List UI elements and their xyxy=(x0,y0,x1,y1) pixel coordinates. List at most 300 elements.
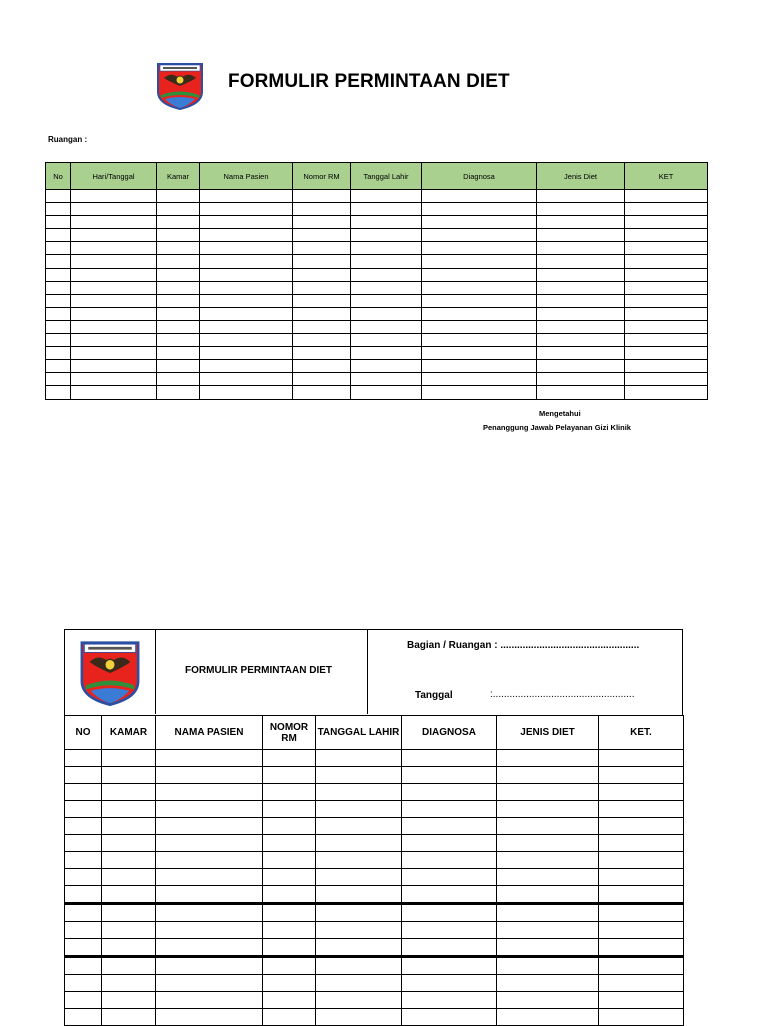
table-cell[interactable] xyxy=(351,216,422,229)
table-cell[interactable] xyxy=(263,750,316,767)
table-cell[interactable] xyxy=(497,767,599,784)
table-cell[interactable] xyxy=(102,835,156,852)
table-cell[interactable] xyxy=(625,334,708,347)
table-cell[interactable] xyxy=(422,190,537,203)
table-row xyxy=(46,190,708,203)
table-cell[interactable] xyxy=(102,957,156,975)
table-cell[interactable] xyxy=(71,203,157,216)
table-cell[interactable] xyxy=(497,1009,599,1026)
table-cell[interactable] xyxy=(316,801,402,818)
table-cell[interactable] xyxy=(46,360,71,373)
table-cell[interactable] xyxy=(200,386,293,399)
table-cell[interactable] xyxy=(65,750,102,767)
table-cell[interactable] xyxy=(46,229,71,242)
table-cell[interactable] xyxy=(200,347,293,360)
table-cell[interactable] xyxy=(293,320,351,333)
table-cell[interactable] xyxy=(65,1009,102,1026)
table-cell[interactable] xyxy=(497,750,599,767)
table-cell[interactable] xyxy=(497,784,599,801)
table-cell[interactable] xyxy=(156,939,263,957)
table-cell[interactable] xyxy=(625,307,708,320)
table-cell[interactable] xyxy=(200,307,293,320)
table-cell[interactable] xyxy=(65,869,102,886)
table-cell[interactable] xyxy=(157,229,200,242)
table-cell[interactable] xyxy=(156,818,263,835)
table-cell[interactable] xyxy=(422,255,537,268)
table-cell[interactable] xyxy=(263,835,316,852)
table-cell[interactable] xyxy=(200,242,293,255)
table-cell[interactable] xyxy=(293,242,351,255)
table-cell[interactable] xyxy=(200,360,293,373)
table-cell[interactable] xyxy=(65,767,102,784)
table-cell[interactable] xyxy=(157,281,200,294)
table-cell[interactable] xyxy=(263,904,316,922)
table-cell[interactable] xyxy=(200,255,293,268)
table-cell[interactable] xyxy=(46,268,71,281)
table-cell[interactable] xyxy=(316,886,402,904)
form2-header-row xyxy=(65,716,684,750)
table-cell[interactable] xyxy=(351,386,422,399)
table-cell[interactable] xyxy=(263,784,316,801)
table-cell[interactable] xyxy=(293,268,351,281)
table-cell[interactable] xyxy=(263,852,316,869)
table-cell[interactable] xyxy=(157,255,200,268)
table-cell[interactable] xyxy=(497,904,599,922)
table-cell[interactable] xyxy=(156,886,263,904)
table-row xyxy=(65,1009,684,1026)
table-cell[interactable] xyxy=(71,320,157,333)
col-header: Jenis Diet xyxy=(537,163,625,190)
table-cell[interactable] xyxy=(316,992,402,1009)
table-cell[interactable] xyxy=(293,373,351,386)
table-cell[interactable] xyxy=(46,334,71,347)
table-cell[interactable] xyxy=(625,268,708,281)
table-cell[interactable] xyxy=(71,373,157,386)
col-header: KET. xyxy=(599,716,684,750)
table-cell[interactable] xyxy=(316,1009,402,1026)
table-cell[interactable] xyxy=(156,869,263,886)
table-cell[interactable] xyxy=(102,922,156,939)
table-cell[interactable] xyxy=(102,975,156,992)
table-cell[interactable] xyxy=(422,294,537,307)
table-cell[interactable] xyxy=(316,922,402,939)
table-cell[interactable] xyxy=(537,190,625,203)
table-cell[interactable] xyxy=(316,818,402,835)
table-cell[interactable] xyxy=(497,992,599,1009)
table-cell[interactable] xyxy=(157,190,200,203)
table-cell[interactable] xyxy=(263,886,316,904)
table-cell[interactable] xyxy=(156,852,263,869)
table-cell[interactable] xyxy=(316,957,402,975)
table-cell[interactable] xyxy=(156,922,263,939)
table-cell[interactable] xyxy=(200,190,293,203)
table-cell[interactable] xyxy=(316,904,402,922)
table-cell[interactable] xyxy=(422,334,537,347)
table-row xyxy=(65,767,684,784)
table-cell[interactable] xyxy=(157,334,200,347)
table-cell[interactable] xyxy=(156,767,263,784)
table-cell[interactable] xyxy=(157,242,200,255)
table-cell[interactable] xyxy=(71,255,157,268)
table-cell[interactable] xyxy=(625,360,708,373)
table-cell[interactable] xyxy=(316,975,402,992)
table-cell[interactable] xyxy=(46,216,71,229)
table-cell[interactable] xyxy=(263,957,316,975)
table-cell[interactable] xyxy=(625,294,708,307)
table-cell[interactable] xyxy=(316,852,402,869)
table-cell[interactable] xyxy=(65,852,102,869)
table-cell[interactable] xyxy=(537,294,625,307)
table-cell[interactable] xyxy=(200,268,293,281)
table-cell[interactable] xyxy=(65,886,102,904)
table-cell[interactable] xyxy=(402,835,497,852)
table-cell[interactable] xyxy=(537,320,625,333)
table-cell[interactable] xyxy=(293,229,351,242)
table-cell[interactable] xyxy=(351,320,422,333)
table-cell[interactable] xyxy=(71,334,157,347)
table-cell[interactable] xyxy=(263,939,316,957)
table-cell[interactable] xyxy=(102,904,156,922)
table-cell[interactable] xyxy=(156,750,263,767)
table-cell[interactable] xyxy=(263,975,316,992)
table-cell[interactable] xyxy=(316,869,402,886)
table-cell[interactable] xyxy=(402,957,497,975)
table-cell[interactable] xyxy=(293,294,351,307)
table-cell[interactable] xyxy=(497,939,599,957)
table-cell[interactable] xyxy=(46,373,71,386)
table-cell[interactable] xyxy=(102,939,156,957)
table-cell[interactable] xyxy=(46,255,71,268)
table-cell[interactable] xyxy=(102,992,156,1009)
table-cell[interactable] xyxy=(537,268,625,281)
col-header: Hari/Tanggal xyxy=(71,163,157,190)
table-cell[interactable] xyxy=(402,852,497,869)
table-cell[interactable] xyxy=(625,373,708,386)
table-cell[interactable] xyxy=(200,229,293,242)
table-row xyxy=(46,373,708,386)
table-cell[interactable] xyxy=(46,307,71,320)
table-cell[interactable] xyxy=(402,869,497,886)
table-cell[interactable] xyxy=(422,320,537,333)
table-cell[interactable] xyxy=(625,347,708,360)
table-cell[interactable] xyxy=(537,242,625,255)
table-cell[interactable] xyxy=(65,939,102,957)
table-cell[interactable] xyxy=(402,1009,497,1026)
table-cell[interactable] xyxy=(157,360,200,373)
table-cell[interactable] xyxy=(351,373,422,386)
table-cell[interactable] xyxy=(422,229,537,242)
table-cell[interactable] xyxy=(200,281,293,294)
table-cell[interactable] xyxy=(625,320,708,333)
table-row xyxy=(65,886,684,904)
col-header: JENIS DIET xyxy=(497,716,599,750)
table-cell[interactable] xyxy=(293,347,351,360)
table-cell[interactable] xyxy=(46,320,71,333)
table-cell[interactable] xyxy=(599,975,684,992)
table-cell[interactable] xyxy=(599,784,684,801)
table-cell[interactable] xyxy=(46,190,71,203)
table-cell[interactable] xyxy=(402,767,497,784)
table-row xyxy=(46,255,708,268)
table-cell[interactable] xyxy=(599,922,684,939)
table-cell[interactable] xyxy=(71,242,157,255)
table-cell[interactable] xyxy=(599,869,684,886)
table-cell[interactable] xyxy=(625,242,708,255)
form2-table xyxy=(64,715,684,1026)
table-cell[interactable] xyxy=(263,767,316,784)
table-cell[interactable] xyxy=(497,818,599,835)
table-cell[interactable] xyxy=(156,784,263,801)
table-cell[interactable] xyxy=(71,281,157,294)
table-cell[interactable] xyxy=(263,818,316,835)
table-cell[interactable] xyxy=(200,373,293,386)
table-cell[interactable] xyxy=(156,957,263,975)
table-cell[interactable] xyxy=(316,939,402,957)
table-cell[interactable] xyxy=(102,886,156,904)
table-cell[interactable] xyxy=(65,992,102,1009)
table-cell[interactable] xyxy=(537,347,625,360)
table-cell[interactable] xyxy=(402,818,497,835)
table-cell[interactable] xyxy=(157,320,200,333)
table-cell[interactable] xyxy=(497,852,599,869)
table-cell[interactable] xyxy=(402,886,497,904)
table-cell[interactable] xyxy=(102,1009,156,1026)
table-cell[interactable] xyxy=(102,801,156,818)
table-cell[interactable] xyxy=(625,255,708,268)
table-cell[interactable] xyxy=(422,307,537,320)
table-cell[interactable] xyxy=(102,750,156,767)
table-cell[interactable] xyxy=(599,904,684,922)
table-cell[interactable] xyxy=(351,360,422,373)
table-cell[interactable] xyxy=(351,281,422,294)
table-cell[interactable] xyxy=(263,869,316,886)
table-cell[interactable] xyxy=(537,281,625,294)
table-cell[interactable] xyxy=(65,784,102,801)
table-cell[interactable] xyxy=(293,255,351,268)
table-cell[interactable] xyxy=(263,922,316,939)
table-cell[interactable] xyxy=(599,801,684,818)
col-header: NO xyxy=(65,716,102,750)
table-cell[interactable] xyxy=(65,975,102,992)
table-cell[interactable] xyxy=(599,852,684,869)
table-cell[interactable] xyxy=(351,255,422,268)
table-cell[interactable] xyxy=(71,307,157,320)
table-cell[interactable] xyxy=(402,904,497,922)
table-row xyxy=(46,229,708,242)
table-cell[interactable] xyxy=(537,307,625,320)
table-cell[interactable] xyxy=(157,294,200,307)
table-cell[interactable] xyxy=(102,869,156,886)
table-cell[interactable] xyxy=(71,294,157,307)
table-cell[interactable] xyxy=(65,818,102,835)
table-cell[interactable] xyxy=(102,784,156,801)
table-row xyxy=(46,268,708,281)
table-cell[interactable] xyxy=(497,975,599,992)
table-cell[interactable] xyxy=(422,347,537,360)
table-cell[interactable] xyxy=(316,835,402,852)
table-cell[interactable] xyxy=(293,281,351,294)
table-cell[interactable] xyxy=(402,801,497,818)
table-row xyxy=(46,360,708,373)
table-cell[interactable] xyxy=(599,992,684,1009)
table-cell[interactable] xyxy=(293,216,351,229)
table-cell[interactable] xyxy=(157,268,200,281)
table-cell[interactable] xyxy=(402,975,497,992)
table-cell[interactable] xyxy=(537,216,625,229)
table-cell[interactable] xyxy=(351,268,422,281)
table-cell[interactable] xyxy=(497,922,599,939)
signature-line2: Penanggung Jawab Pelayanan Gizi Klinik xyxy=(483,423,631,432)
table-cell[interactable] xyxy=(157,373,200,386)
table-cell[interactable] xyxy=(537,334,625,347)
divider xyxy=(155,629,156,714)
table-cell[interactable] xyxy=(402,992,497,1009)
table-cell[interactable] xyxy=(200,203,293,216)
table-cell[interactable] xyxy=(422,386,537,399)
table-cell[interactable] xyxy=(599,939,684,957)
table-cell[interactable] xyxy=(625,216,708,229)
table-cell[interactable] xyxy=(599,767,684,784)
table-cell[interactable] xyxy=(537,203,625,216)
table-cell[interactable] xyxy=(351,347,422,360)
table-cell[interactable] xyxy=(293,360,351,373)
table-cell[interactable] xyxy=(46,347,71,360)
table-cell[interactable] xyxy=(102,767,156,784)
table-cell[interactable] xyxy=(156,835,263,852)
table-cell[interactable] xyxy=(293,190,351,203)
table-cell[interactable] xyxy=(46,203,71,216)
table-cell[interactable] xyxy=(156,801,263,818)
table-cell[interactable] xyxy=(293,386,351,399)
table-cell[interactable] xyxy=(497,835,599,852)
table-row xyxy=(65,784,684,801)
table-cell[interactable] xyxy=(625,203,708,216)
table-row xyxy=(65,939,684,957)
table-cell[interactable] xyxy=(402,922,497,939)
table-cell[interactable] xyxy=(156,975,263,992)
table-cell[interactable] xyxy=(71,229,157,242)
table-cell[interactable] xyxy=(351,334,422,347)
table-cell[interactable] xyxy=(625,190,708,203)
table-cell[interactable] xyxy=(65,904,102,922)
table-cell[interactable] xyxy=(422,281,537,294)
table-cell[interactable] xyxy=(200,320,293,333)
table-cell[interactable] xyxy=(402,784,497,801)
table-cell[interactable] xyxy=(351,294,422,307)
table-cell[interactable] xyxy=(65,922,102,939)
table-cell[interactable] xyxy=(316,750,402,767)
table-cell[interactable] xyxy=(157,216,200,229)
table-cell[interactable] xyxy=(71,347,157,360)
table-cell[interactable] xyxy=(293,203,351,216)
table-cell[interactable] xyxy=(537,373,625,386)
table-cell[interactable] xyxy=(316,784,402,801)
table-cell[interactable] xyxy=(102,818,156,835)
table-cell[interactable] xyxy=(71,190,157,203)
table-cell[interactable] xyxy=(156,992,263,1009)
table-cell[interactable] xyxy=(316,767,402,784)
table-cell[interactable] xyxy=(293,307,351,320)
table-cell[interactable] xyxy=(156,904,263,922)
table-cell[interactable] xyxy=(65,801,102,818)
table-cell[interactable] xyxy=(65,835,102,852)
table-cell[interactable] xyxy=(599,957,684,975)
table-cell[interactable] xyxy=(402,750,497,767)
col-header: TANGGAL LAHIR xyxy=(316,716,402,750)
table-cell[interactable] xyxy=(599,835,684,852)
table-cell[interactable] xyxy=(422,268,537,281)
col-header: NAMA PASIEN xyxy=(156,716,263,750)
table-cell[interactable] xyxy=(599,1009,684,1026)
table-cell[interactable] xyxy=(599,886,684,904)
table-cell[interactable] xyxy=(422,360,537,373)
table-cell[interactable] xyxy=(625,386,708,399)
table-cell[interactable] xyxy=(497,869,599,886)
table-cell[interactable] xyxy=(293,334,351,347)
table-cell[interactable] xyxy=(263,1009,316,1026)
table-cell[interactable] xyxy=(71,360,157,373)
table-cell[interactable] xyxy=(65,957,102,975)
table-cell[interactable] xyxy=(351,242,422,255)
table-cell[interactable] xyxy=(351,229,422,242)
table-cell[interactable] xyxy=(351,203,422,216)
table-cell[interactable] xyxy=(599,750,684,767)
table-cell[interactable] xyxy=(402,939,497,957)
table-cell[interactable] xyxy=(157,347,200,360)
table-cell[interactable] xyxy=(263,801,316,818)
table-cell[interactable] xyxy=(71,386,157,399)
table-cell[interactable] xyxy=(422,216,537,229)
table-cell[interactable] xyxy=(537,360,625,373)
table-cell[interactable] xyxy=(351,190,422,203)
table-cell[interactable] xyxy=(497,886,599,904)
table-cell[interactable] xyxy=(102,852,156,869)
coat-of-arms-icon xyxy=(155,62,205,110)
col-header: Diagnosa xyxy=(422,163,537,190)
table-cell[interactable] xyxy=(625,229,708,242)
table-cell[interactable] xyxy=(71,268,157,281)
table-cell[interactable] xyxy=(537,229,625,242)
table-cell[interactable] xyxy=(537,386,625,399)
table-cell[interactable] xyxy=(497,801,599,818)
table-cell[interactable] xyxy=(422,203,537,216)
table-cell[interactable] xyxy=(157,307,200,320)
table-cell[interactable] xyxy=(46,242,71,255)
table-cell[interactable] xyxy=(351,307,422,320)
table-cell[interactable] xyxy=(46,281,71,294)
table-cell[interactable] xyxy=(156,1009,263,1026)
form2 xyxy=(64,629,683,1024)
table-cell[interactable] xyxy=(422,373,537,386)
table-cell[interactable] xyxy=(599,818,684,835)
table-cell[interactable] xyxy=(497,957,599,975)
table-cell[interactable] xyxy=(46,386,71,399)
table-cell[interactable] xyxy=(537,255,625,268)
table-cell[interactable] xyxy=(157,203,200,216)
col-header: KAMAR xyxy=(102,716,156,750)
table-cell[interactable] xyxy=(46,294,71,307)
table-cell[interactable] xyxy=(200,294,293,307)
table-cell[interactable] xyxy=(263,992,316,1009)
table-row xyxy=(65,750,684,767)
table-cell[interactable] xyxy=(625,281,708,294)
table-cell[interactable] xyxy=(200,216,293,229)
table-cell[interactable] xyxy=(200,334,293,347)
table-cell[interactable] xyxy=(157,386,200,399)
table-cell[interactable] xyxy=(422,242,537,255)
table-cell[interactable] xyxy=(71,216,157,229)
form2-title: FORMULIR PERMINTAAN DIET xyxy=(185,665,333,676)
